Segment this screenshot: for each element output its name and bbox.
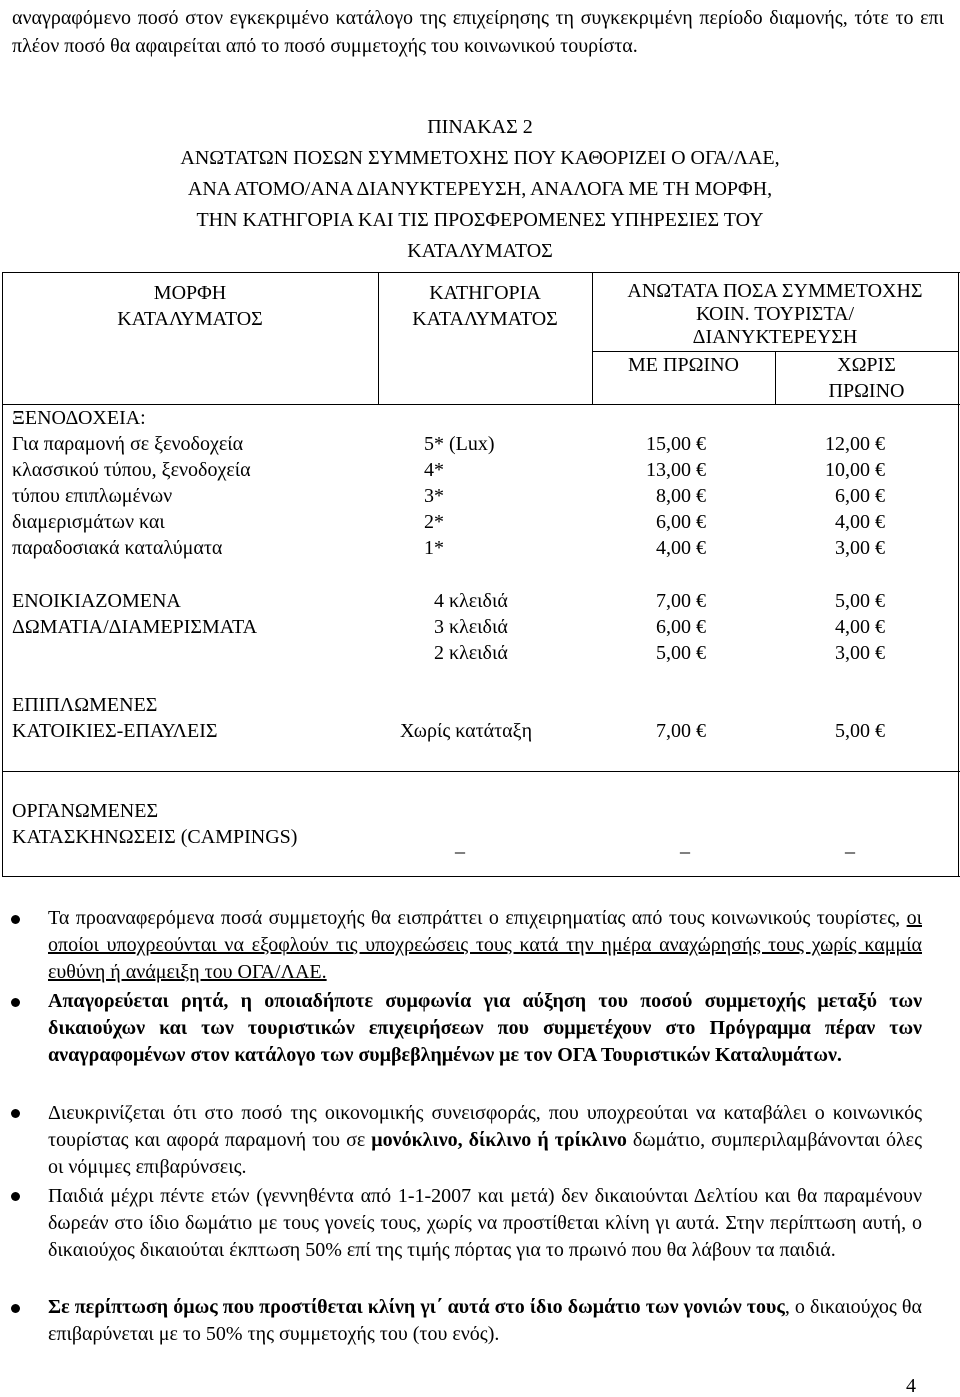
header-without-line: ΧΩΡΙΣ — [837, 354, 896, 376]
intro-paragraph: αναγραφόμενο ποσό στον εγκεκριμένο κατάλογο της επιχείρησης τη συγκεκριμένη περίοδο διαμονής, τότε το επι πλέον ποσό θα αφαιρείται από το ποσό συμμετοχής του κοινωνικού τουρίστα. — [12, 7, 944, 57]
table-title-line: ΤΗΝ ΚΑΤΗΓΟΡΙΑ ΚΑΙ ΤΙΣ ΠΡΟΣΦΕΡΟΜΕΝΕΣ ΥΠΗΡΕΣΙΕΣ ΤΟΥ — [196, 209, 764, 231]
header-with-breakfast-label: ΜΕ ΠΡΩΙΝΟ — [628, 354, 739, 376]
furnished-label-line: ΕΠΙΠΛΩΜΕΝΕΣ — [12, 694, 158, 716]
amount-cell: 10,00 € — [825, 459, 885, 481]
note-item: Παιδιά μέχρι πέντε ετών (γεννηθέντα από 1-1-2007 και μετά) δεν δικαιούνται Δελτίου και θα παραμένουν δωρεάν στο ίδιο δωμάτιο με τους γονείς τους, χωρίς να προστίθεται κλίνη γι αυτά. Στην περίπτωση αυτή, ο δικαιούχος δικαιούται έκπτωση 50% επί της τιμής πόρτας για το πρωινό που θα λάβουν τα παιδιά. — [48, 1185, 922, 1261]
amount-cell: 3,00 € — [835, 537, 885, 559]
note-bold-text: μονόκλινο, δίκλινο ή τρίκλινο — [371, 1129, 627, 1151]
table-left-border — [2, 272, 3, 877]
furnished-label-line: ΚΑΤΟΙΚΙΕΣ-ΕΠΑΥΛΕΙΣ — [12, 720, 218, 742]
rooms-categories — [434, 588, 584, 666]
furnished-label — [12, 692, 372, 744]
category-cell: 3* — [424, 485, 444, 507]
rooms-label-line: ΔΩΜΑΤΙΑ/ΔΙΑΜΕΡΙΣΜΑΤΑ — [12, 616, 258, 638]
amount-cell: 4,00 € — [656, 537, 706, 559]
header-without-line: ΠΡΩΙΝΟ — [828, 380, 905, 402]
note-text: , ο δικαιούχος θα επιβαρύνεται με το 50% της συμμετοχής του (του ενός). — [48, 1296, 922, 1345]
amount-cell: 15,00 € — [646, 433, 706, 455]
rooms-with-breakfast — [592, 588, 706, 666]
hotels-without-breakfast — [775, 431, 885, 561]
note-underlined-text: οι οποίοι υποχρεούνται να εξοφλούν τις υποχρεώσεις τους κατά την ημέρα αναχώρησής τους χωρίς καμμία ευθύνη ή ανάμειξη του ΟΓΑ/ΛΑΕ. — [48, 907, 922, 983]
note-item — [48, 1294, 922, 1348]
amount-cell: 8,00 € — [656, 485, 706, 507]
amount-cell: 12,00 € — [825, 433, 885, 455]
bullet-dot — [11, 1192, 20, 1201]
amount-cell: 6,00 € — [835, 485, 885, 507]
furnished-category: Χωρίς κατάταξη — [400, 720, 533, 742]
campings-label-line: ΟΡΓΑΝΩΜΕΝΕΣ — [12, 800, 159, 822]
bullet-dot — [11, 998, 20, 1007]
note-item: Απαγορεύεται ρητά, η οποιαδήποτε συμφωνία για αύξηση του ποσού συμμετοχής μεταξύ των δικαιούχων και των τουριστικών επιχειρήσεων που συμμετέχουν στο Πρόγραμμα πέραν των αναγραφομένων στον κατάλογο των συμβεβλημένων με τον ΟΓΑ Τουριστικών Καταλυμάτων. — [48, 990, 922, 1066]
campings-without-breakfast: _ — [845, 834, 855, 856]
furnished-with-breakfast: 7,00 € — [656, 720, 706, 742]
header-with-breakfast — [592, 352, 775, 378]
header-max-line: ΔΙΑΝΥΚΤΕΡΕΥΣΗ — [692, 326, 858, 348]
furnished-without-breakfast: 5,00 € — [835, 720, 885, 742]
campings-category: _ — [455, 834, 465, 856]
hotels-label-line: κλασσικού τύπου, ξενοδοχεία — [12, 459, 251, 481]
campings-label-line: ΚΑΤΑΣΚΗΝΩΣΕΙΣ (CAMPINGS) — [12, 826, 298, 848]
hotels-label — [12, 405, 372, 561]
table-title-line: ΚΑΤΑΛΥΜΑΤΟΣ — [407, 240, 553, 262]
category-cell: 2 κλειδιά — [434, 642, 508, 664]
amount-cell: 5,00 € — [835, 590, 885, 612]
table-bottom-border — [2, 876, 960, 877]
category-cell: 5* (Lux) — [424, 433, 495, 455]
table-right-border — [958, 272, 959, 877]
header-max-amounts — [592, 280, 958, 349]
amount-cell: 13,00 € — [646, 459, 706, 481]
amount-cell: 7,00 € — [656, 590, 706, 612]
rooms-without-breakfast — [775, 588, 885, 666]
header-category — [378, 280, 592, 332]
category-cell: 2* — [424, 511, 444, 533]
amount-cell: 4,00 € — [835, 616, 885, 638]
category-cell: 1* — [424, 537, 444, 559]
header-form-line: ΜΟΡΦΗ — [153, 282, 227, 304]
header-without-breakfast — [775, 352, 958, 404]
header-max-line: ΑΝΩΤΑΤΑ ΠΟΣΑ ΣΥΜΜΕΤΟΧΗΣ — [627, 280, 923, 302]
category-cell: 4* — [424, 459, 444, 481]
amount-cell: 6,00 € — [656, 511, 706, 533]
table-title-line: ΑΝΩΤΑΤΩΝ ΠΟΣΩΝ ΣΥΜΜΕΤΟΧΗΣ ΠΟΥ ΚΑΘΟΡΙΖΕΙ Ο ΟΓΑ/ΛΑΕ, — [180, 147, 780, 169]
header-form-line: ΚΑΤΑΛΥΜΑΤΟΣ — [117, 308, 263, 330]
campings-label — [12, 798, 372, 850]
hotels-label-line: ΞΕΝΟΔΟΧΕΙΑ: — [12, 407, 146, 429]
table-title-line: ΑΝΑ ΑΤΟΜΟ/ΑΝΑ ΔΙΑΝΥΚΤΕΡΕΥΣΗ, ΑΝΑΛΟΓΑ ΜΕ ΤΗ ΜΟΡΦΗ, — [187, 178, 773, 200]
amount-cell: 6,00 € — [656, 616, 706, 638]
hotels-label-line: παραδοσιακά καταλύματα — [12, 537, 223, 559]
row-divider — [2, 771, 960, 772]
bullet-dot — [11, 915, 20, 924]
bullet-dot — [11, 1109, 20, 1118]
table-title — [0, 112, 960, 267]
hotels-label-line: Για παραμονή σε ξενοδοχεία — [12, 433, 244, 455]
hotels-label-line: τύπου επιπλωμένων — [12, 485, 173, 507]
campings-with-breakfast: _ — [680, 834, 690, 856]
note-item — [48, 1100, 922, 1181]
header-form — [2, 280, 378, 332]
header-max-line: ΚΟΙΝ. ΤΟΥΡΙΣΤΑ/ — [695, 303, 855, 325]
amount-cell: 4,00 € — [835, 511, 885, 533]
hotels-categories — [424, 431, 584, 561]
note-item — [48, 905, 922, 986]
page-number: 4 — [906, 1375, 916, 1397]
rooms-label-line: ΕΝΟΙΚΙΑΖΟΜΕΝΑ — [12, 590, 181, 612]
amount-cell: 3,00 € — [835, 642, 885, 664]
bullet-dot — [11, 1304, 20, 1313]
category-cell: 3 κλειδιά — [434, 616, 508, 638]
rooms-label — [12, 588, 372, 640]
table-title-line: ΠΙΝΑΚΑΣ 2 — [427, 116, 533, 138]
note-text: Διευκρινίζεται ότι στο ποσό της οικονομικής συνεισφοράς, που υποχρεούται να καταβάλει ο κοινωνικός τουρίστας και αφορά παραμονή του σε — [48, 1102, 922, 1151]
note-bold-text: Σε περίπτωση όμως που προστίθεται κλίνη γι΄ αυτά στο ίδιο δωμάτιο των γονιών τους — [48, 1296, 785, 1318]
note-text: δωμάτιο, συμπεριλαμβάνονται όλες οι νόμιμες επιβαρύνσεις. — [48, 1129, 923, 1178]
amount-cell: 5,00 € — [656, 642, 706, 664]
hotels-label-line: διαμερισμάτων και — [12, 511, 165, 533]
hotels-with-breakfast — [592, 431, 706, 561]
table-top-border — [2, 272, 960, 273]
header-category-line: ΚΑΤΗΓΟΡΙΑ — [429, 282, 541, 304]
note-text: Τα προαναφερόμενα ποσά συμμετοχής θα εισπράττει ο επιχειρηματίας από τους κοινωνικούς τουρίστες, — [48, 907, 907, 929]
category-cell: 4 κλειδιά — [434, 590, 508, 612]
header-category-line: ΚΑΤΑΛΥΜΑΤΟΣ — [412, 308, 558, 330]
